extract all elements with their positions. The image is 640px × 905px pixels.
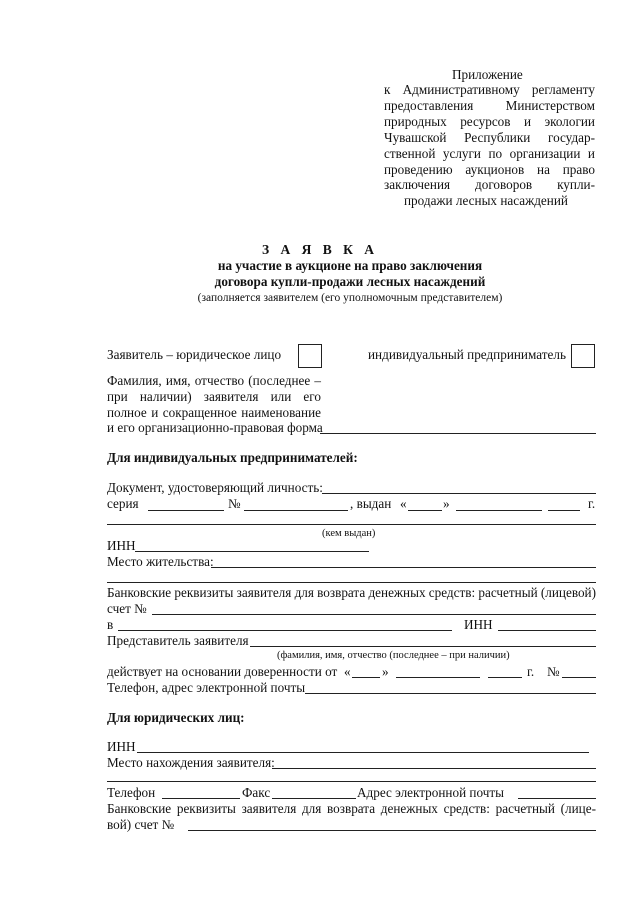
checkbox-legal-entity[interactable] [298,344,322,368]
le-bank-word: средств: [443,801,490,816]
label-individual: индивидуальный предприниматель [368,347,566,362]
appendix-word: организации [509,145,581,161]
appendix-word: и [523,113,532,129]
ip-proxy-year-field[interactable] [488,677,522,678]
ip-issued-by-field[interactable] [107,524,596,525]
appendix-word: аукционов [465,161,525,177]
le-bank-word: возврата [327,801,376,816]
ip-bank-word: реквизиты [174,585,234,600]
appendix-word: договоров [475,177,533,193]
ip-bank-word: для [294,585,314,600]
le-bank-word: Банковские [107,801,172,816]
appendix-word: Чувашской [384,129,447,145]
ip-heading: Для индивидуальных предпринимателей: [107,450,358,465]
le-fax-field[interactable] [272,798,356,799]
le-fax-label: Факс [242,785,271,800]
ip-quote-close: » [443,496,450,511]
ip-rep-caption: (фамилия, имя, отчество (последнее – при наличии) [277,650,510,661]
ip-rep-label: Представитель заявителя [107,633,249,648]
ip-bank-inn-field[interactable] [498,630,596,631]
form-note: (заполняется заявителем (его уполномочным представителем) [197,292,503,304]
ip-issued-by-caption: (кем выдан) [322,528,376,539]
ip-proxy-label: действует на основании доверенности от [107,664,338,679]
name-label-word: Фамилия, [107,373,162,388]
ip-inn-field[interactable] [135,551,369,552]
ip-account-label: счет № [107,601,147,616]
ip-issued-label: , выдан [350,496,392,511]
name-field[interactable] [320,433,596,434]
appendix-line-3 [384,114,595,129]
name-label-word: заявителя [203,388,259,404]
appendix-word: государ- [548,129,595,145]
name-label-word: полное [107,404,147,420]
name-label-word: и [151,404,159,420]
appendix-word: экологии [544,113,595,129]
ip-proxy-quote-open: « [344,664,351,679]
appendix-line-2 [384,98,595,113]
appendix-word: и [587,145,595,161]
ip-bank-word: заявителя [236,585,292,600]
appendix-word: Административному [402,82,520,97]
ip-proxy-day-field[interactable] [352,677,380,678]
appendix-title: Приложение [452,67,523,82]
ip-number-label: № [228,496,241,511]
ip-bank-inn-label: ИНН [464,617,493,632]
ip-residence-label: Место жительства: [107,554,214,569]
le-account-field[interactable] [188,830,596,831]
appendix-word: Республики [464,129,531,145]
ip-residence-field-2[interactable] [107,582,596,583]
name-label-word: наличии) [139,388,192,404]
ip-issue-month-field[interactable] [456,510,542,511]
checkbox-individual[interactable] [571,344,595,368]
appendix-word: право [562,161,595,177]
le-phone-field[interactable] [162,798,240,799]
ip-bank-word: Банковские [107,585,172,600]
le-inn-field[interactable] [137,752,589,753]
le-heading: Для юридических лиц: [107,710,245,725]
ip-doc-label: Документ, удостоверяющий личность: [107,480,323,495]
le-bank-word: заявителя [241,801,297,816]
ip-rep-field[interactable] [250,646,596,647]
ip-inn-label: ИНН [107,538,136,553]
name-label-word: – [314,373,321,388]
le-email-field[interactable] [518,798,596,799]
le-email-label: Адрес электронной почты [357,785,504,800]
name-label-word: сокращенное [162,404,237,420]
appendix-word: заключения [384,177,451,193]
le-location-field[interactable] [272,768,596,769]
ip-series-field[interactable] [148,510,224,511]
le-bank-word: расчетный [495,801,555,816]
le-location-label: Место нахождения заявителя: [107,755,275,770]
name-label-line-3 [107,405,321,420]
le-bank-word: реквизиты [176,801,236,816]
ip-bank-word: денежных [368,585,426,600]
le-bank-word: (лице- [560,801,596,816]
appendix-word: проведению [384,161,453,177]
appendix-line-5 [384,146,595,161]
form-subtitle-1: на участие в аукционе на право заключения [217,258,483,273]
ip-bank-in-label: в [107,617,114,632]
ip-account-field[interactable] [152,614,596,615]
appendix-word: услуги [442,145,481,161]
ip-doc-field[interactable] [322,493,596,494]
appendix-word: по [488,145,503,161]
ip-residence-field[interactable] [211,567,596,568]
name-label-word: имя, [165,373,191,388]
appendix-word: к [384,82,391,97]
appendix-line-4 [384,130,595,145]
name-label-last: и его организационно-правовая форма [107,420,323,435]
name-label-word: наименование [241,404,321,420]
name-label-word: или [270,388,292,404]
ip-year-label: г. [588,496,596,511]
le-bank-word: денежных [380,801,438,816]
appendix-word: регламенту [531,82,595,97]
appendix-word: предоставления [384,97,474,113]
appendix-line-1 [384,82,595,97]
le-bank-word: для [301,801,322,816]
ip-bank-word: расчетный [478,585,538,600]
name-label-word: отчество [194,373,245,388]
appendix-last-line: продажи лесных насаждений [404,193,568,208]
ip-proxy-month-field[interactable] [396,677,480,678]
ip-number-field[interactable] [244,510,348,511]
form-subtitle-2: договора купли-продажи лесных насаждений [214,274,486,289]
ip-quote-open: « [400,496,407,511]
ip-phone-email-field[interactable] [305,693,596,694]
appendix-word: ственной [384,145,436,161]
label-legal-entity: Заявитель – юридическое лицо [107,347,282,362]
ip-proxy-year-label: г. [527,664,535,679]
appendix-line-7 [384,177,595,192]
ip-bank-word: средств: [428,585,476,600]
ip-bank-name-field[interactable] [118,630,452,631]
appendix-word: Министерством [505,97,595,113]
ip-phone-email-label: Телефон, адрес электронной почты [107,680,306,695]
appendix-line-6 [384,162,595,177]
ip-issue-year-field[interactable] [548,510,580,511]
name-label-line-1 [107,373,321,388]
le-phone-label: Телефон [107,785,156,800]
le-bank-line-1 [107,801,596,816]
appendix-word: ресурсов [460,113,511,129]
appendix-word: природных [384,113,447,129]
name-label-word: его [303,388,321,404]
ip-proxy-quote-close: » [382,664,389,679]
ip-bank-word: возврата [317,585,366,600]
ip-proxy-no-label: № [547,664,560,679]
ip-issue-day-field[interactable] [408,510,442,511]
name-label-word: (последнее [248,373,311,388]
ip-series-label: серия [107,496,139,511]
appendix-word: на [537,161,550,177]
ip-bank-word: (лицевой) [540,585,596,600]
le-location-field-2[interactable] [107,781,596,782]
ip-proxy-no-field[interactable] [562,677,596,678]
ip-bank-line-1 [107,585,596,600]
form-title: З А Я В К А [261,242,379,257]
le-account-label: вой) счет № [107,817,175,832]
le-inn-label: ИНН [107,739,136,754]
name-label-line-2 [107,389,321,404]
appendix-word: купли- [557,177,595,193]
name-label-word: при [107,388,128,404]
